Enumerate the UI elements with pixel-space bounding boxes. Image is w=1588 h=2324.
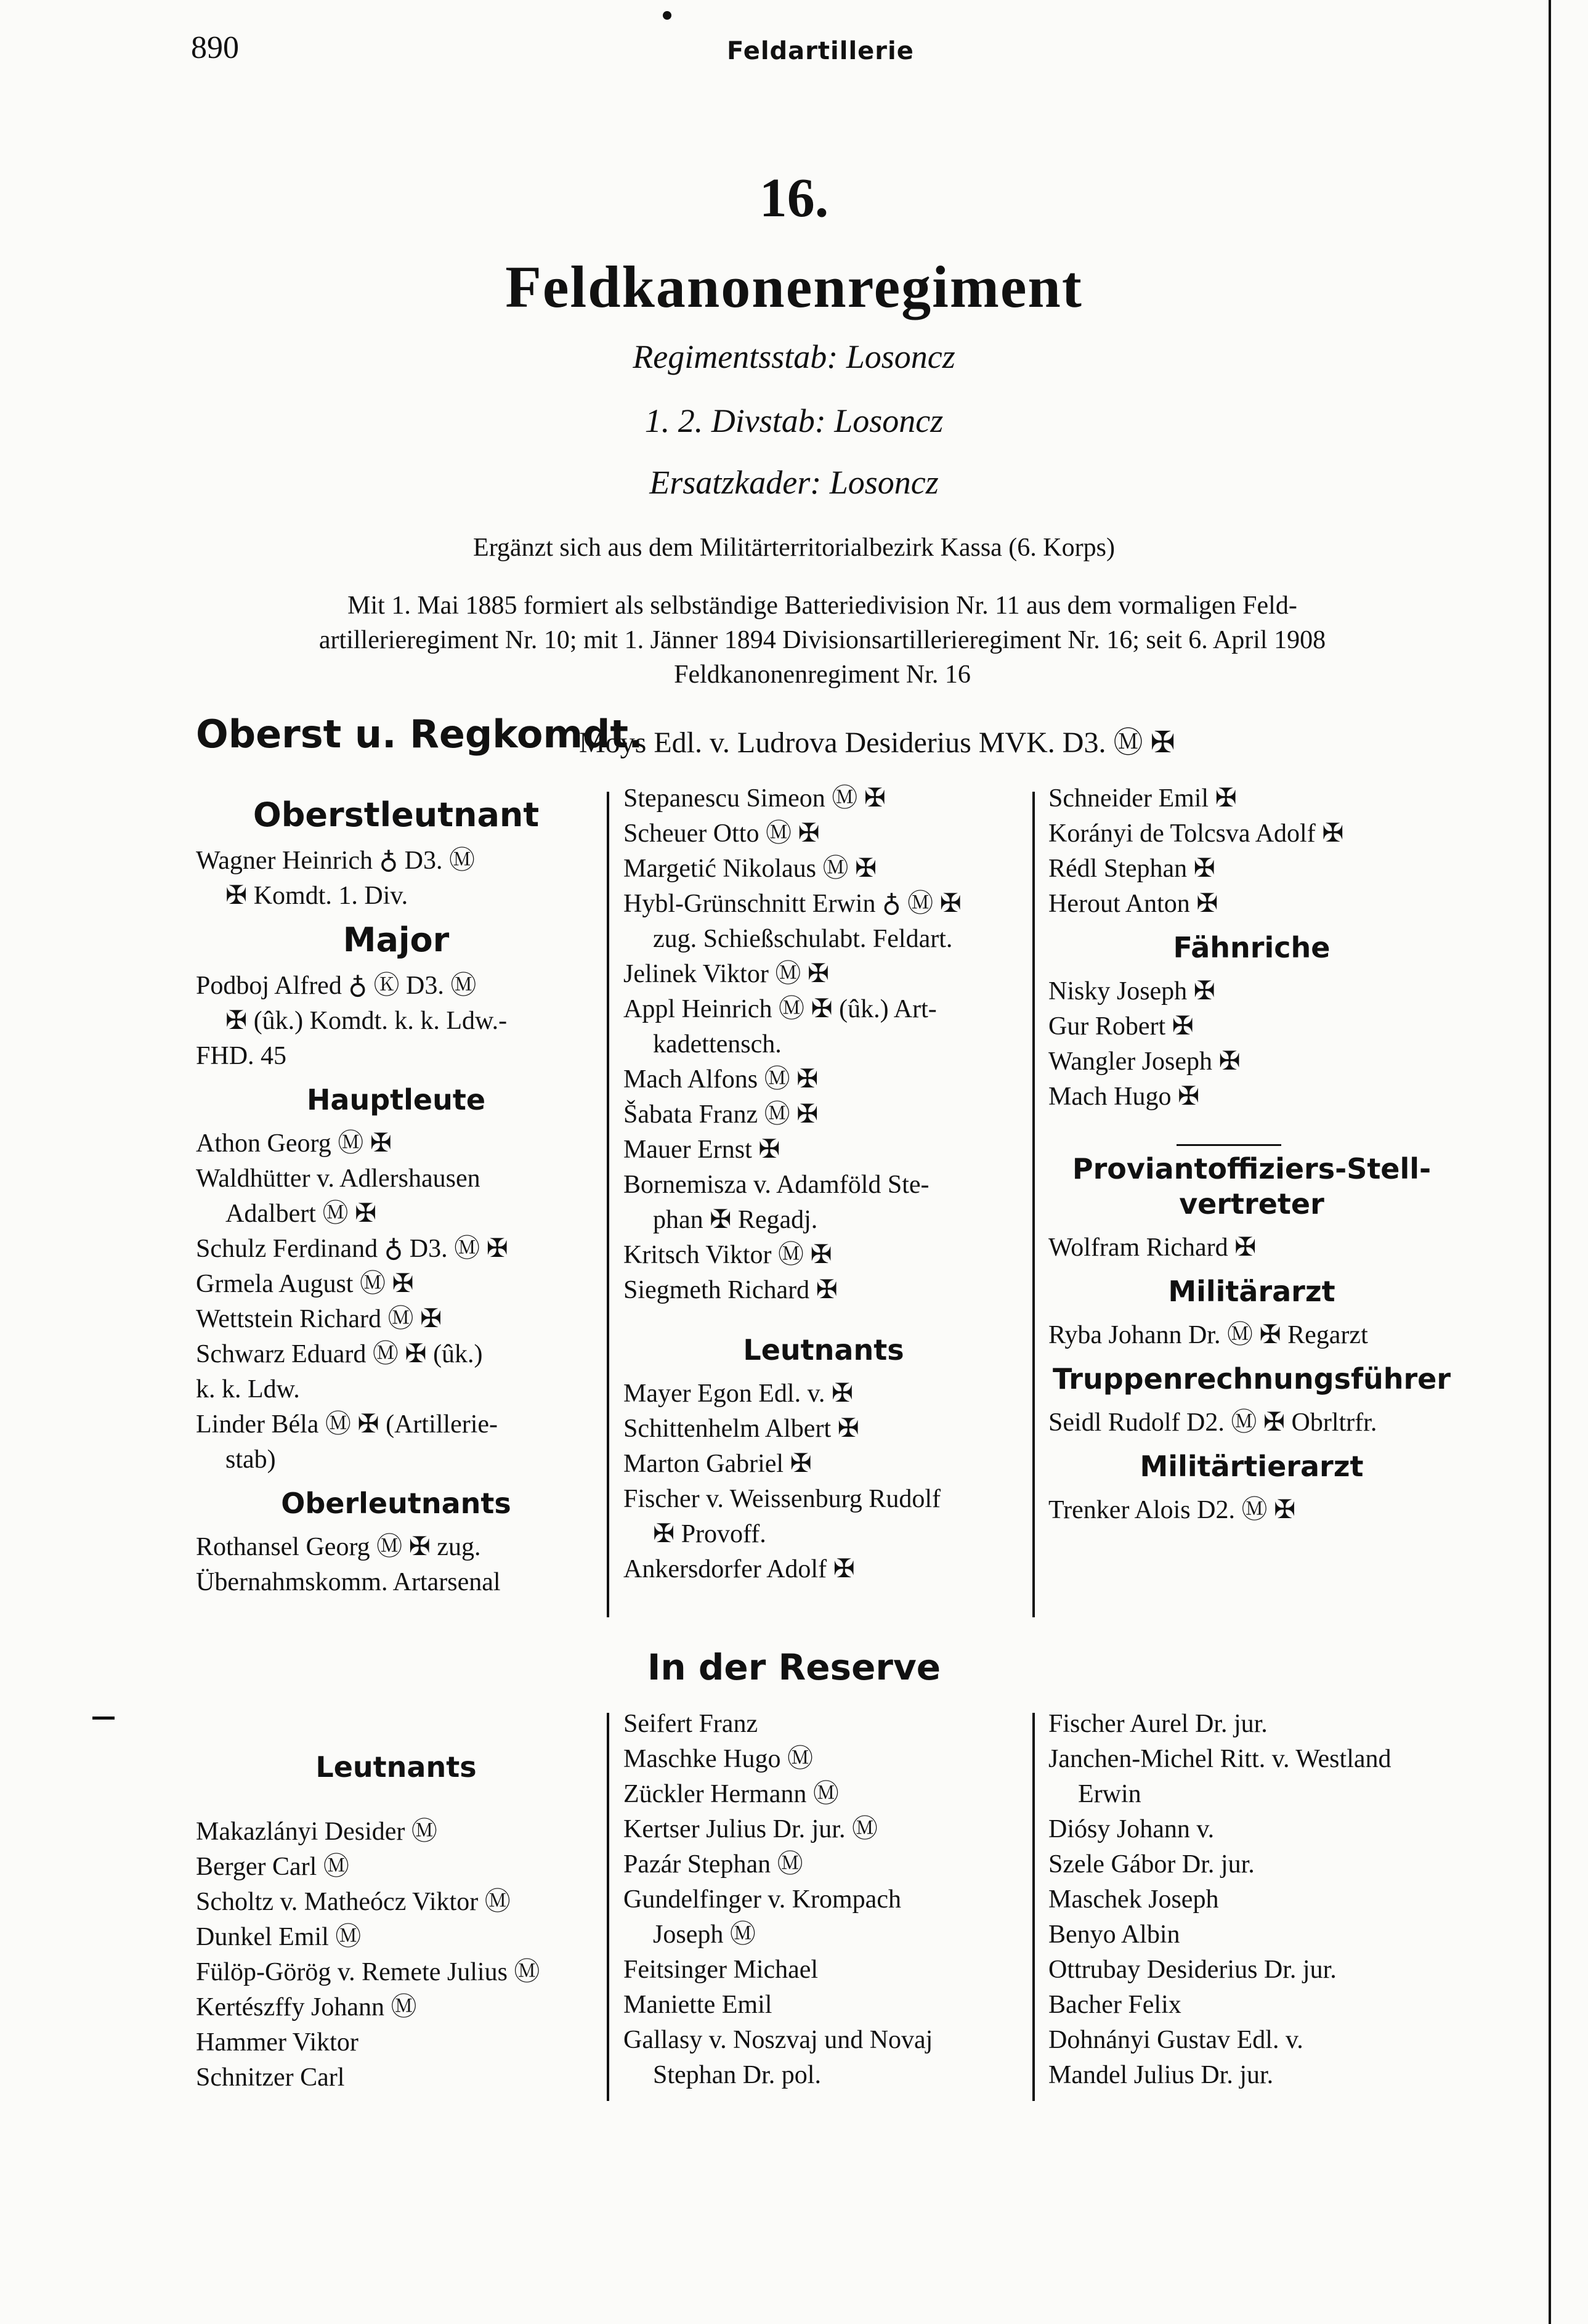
tierarzt-heading: Militärtierarzt <box>1140 1450 1364 1483</box>
list-item: Schwarz Eduard Ⓜ ✠ (ûk.) <box>196 1340 483 1368</box>
list-item: k. k. Ldw. <box>196 1375 300 1404</box>
list-item: Dohnányi Gustav Edl. v. <box>1048 2026 1303 2054</box>
list-item: Maniette Emil <box>623 1991 772 2019</box>
list-item: Mayer Egon Edl. v. ✠ <box>623 1379 854 1408</box>
list-item: ✠ (ûk.) Komdt. k. k. Ldw.- <box>225 1007 508 1035</box>
list-item: Trenker Alois D2. Ⓜ ✠ <box>1048 1496 1296 1524</box>
list-item: Hammer Viktor <box>196 2028 359 2057</box>
list-item: Zückler Hermann Ⓜ <box>623 1780 839 1808</box>
list-item: ✠ Provoff. <box>653 1520 766 1548</box>
list-item: Podboj Alfred ♁ Ⓚ D3. Ⓜ <box>196 972 477 1000</box>
list-item: ✠ Komdt. 1. Div. <box>225 882 408 910</box>
list-item: Siegmeth Richard ✠ <box>623 1276 838 1304</box>
list-item: Seidl Rudolf D2. Ⓜ ✠ Obrltrfr. <box>1048 1408 1377 1437</box>
list-item: Margetić Nikolaus Ⓜ ✠ <box>623 855 877 883</box>
list-item: Linder Béla Ⓜ ✠ (Artillerie- <box>196 1410 498 1439</box>
margin-dash <box>92 1717 115 1720</box>
oberstleutnant-heading: Oberstleutnant <box>253 795 540 834</box>
commander-name: Moys Edl. v. Ludrova Desiderius MVK. D3. Ⓜ ✠ <box>579 726 1175 759</box>
regiment-history <box>197 588 1448 692</box>
list-item: Scholtz v. Matheócz Viktor Ⓜ <box>196 1888 511 1916</box>
list-item: Maschek Joseph <box>1048 1885 1219 1914</box>
reserve-column-1 <box>196 1737 596 2095</box>
list-item: Jelinek Viktor Ⓜ ✠ <box>623 960 830 988</box>
list-item: Kertészffy Johann Ⓜ <box>196 1993 417 2021</box>
list-item: Schnitzer Carl <box>196 2063 345 2092</box>
list-item: Schulz Ferdinand ♁ D3. Ⓜ ✠ <box>196 1235 508 1263</box>
oberleutnants-heading: Oberleutnants <box>281 1487 511 1520</box>
list-item: Fischer Aurel Dr. jur. <box>1048 1710 1268 1738</box>
list-item: Maschke Hugo Ⓜ <box>623 1745 813 1773</box>
list-item: Fischer v. Weissenburg Rudolf <box>623 1485 941 1513</box>
truppen-heading: Truppenrechnungsführer <box>1052 1362 1451 1396</box>
list-item: Nisky Joseph ✠ <box>1048 977 1215 1006</box>
list-item: Gallasy v. Noszvaj und Novaj <box>623 2026 933 2054</box>
regiment-stab: Regimentsstab: Losoncz <box>633 338 955 375</box>
list-item: Benyo Albin <box>1048 1920 1180 1949</box>
proviant-heading-2: vertreter <box>1179 1187 1324 1221</box>
list-item: FHD. 45 <box>196 1042 287 1070</box>
list-item: Bacher Felix <box>1048 1991 1181 2019</box>
ersatz-kader: Ersatzkader: Losoncz <box>649 464 939 501</box>
running-title: Feldartillerie <box>727 37 914 65</box>
list-item: Janchen-Michel Ritt. v. Westland <box>1048 1745 1392 1773</box>
list-item: Hybl-Grünschnitt Erwin ♁ Ⓜ ✠ <box>623 890 962 918</box>
list-item: Stephan Dr. pol. <box>653 2061 821 2089</box>
history-line-2: artillerieregiment Nr. 10; mit 1. Jänner 1894 Divisionsartillerieregiment Nr. 16; seit 6. April 1908 <box>318 626 1326 654</box>
list-item: Schneider Emil ✠ <box>1048 784 1237 813</box>
hauptleute-heading: Hauptleute <box>306 1083 486 1116</box>
proviant-heading-1: Proviantoffiziers-Stell- <box>1072 1152 1432 1185</box>
list-item: Dunkel Emil Ⓜ <box>196 1923 362 1951</box>
list-item: Stepanescu Simeon Ⓜ ✠ <box>623 784 886 813</box>
list-item: Adalbert Ⓜ ✠ <box>225 1200 377 1228</box>
column-3 <box>1048 781 1455 1528</box>
reserve-heading: In der Reserve <box>647 1646 941 1688</box>
list-item: Bornemisza v. Adamföld Ste- <box>623 1171 930 1199</box>
regiment-name: Feldkanonenregiment <box>505 254 1083 320</box>
list-item: Mach Alfons Ⓜ ✠ <box>623 1065 819 1094</box>
list-item: Mach Hugo ✠ <box>1048 1083 1200 1111</box>
page-number: 890 <box>191 30 239 65</box>
list-item: Wagner Heinrich ♁ D3. Ⓜ <box>196 847 476 875</box>
list-item: Athon Georg Ⓜ ✠ <box>196 1129 392 1158</box>
list-item: Pazár Stephan Ⓜ <box>623 1850 803 1879</box>
list-item: Übernahmskomm. Artarsenal <box>196 1568 501 1596</box>
list-item: Ankersdorfer Adolf ✠ <box>623 1555 855 1583</box>
list-item: Schittenhelm Albert ✠ <box>623 1415 859 1443</box>
list-item: Fülöp-Görög v. Remete Julius Ⓜ <box>196 1958 540 1986</box>
list-item: Wolfram Richard ✠ <box>1048 1233 1257 1262</box>
reserve-leutnants-heading: Leutnants <box>315 1750 477 1784</box>
list-item: Šabata Franz Ⓜ ✠ <box>623 1100 819 1129</box>
list-item: Wangler Joseph ✠ <box>1048 1047 1241 1076</box>
list-item: Grmela August Ⓜ ✠ <box>196 1270 414 1298</box>
list-item: Makazlányi Desider Ⓜ <box>196 1818 437 1846</box>
division-stab: 1. 2. Divstab: Losoncz <box>644 402 944 439</box>
list-item: Wettstein Richard Ⓜ ✠ <box>196 1305 442 1333</box>
list-item: Feitsinger Michael <box>623 1956 819 1984</box>
commander-rank: Oberst u. Regkomdt. <box>196 712 643 757</box>
list-item: stab) <box>225 1445 276 1474</box>
list-item: Gur Robert ✠ <box>1048 1012 1194 1041</box>
list-item: zug. Schießschulabt. Feldart. <box>653 925 953 953</box>
column-divider-2 <box>1032 792 1035 1617</box>
list-item: Seifert Franz <box>623 1710 758 1738</box>
leutnants-heading: Leutnants <box>743 1333 904 1367</box>
column-1 <box>196 789 596 1600</box>
list-item: kadettensch. <box>653 1030 782 1058</box>
list-item: Berger Carl Ⓜ <box>196 1853 349 1881</box>
column-divider-1 <box>607 792 609 1617</box>
regiment-number: 16. <box>759 168 829 229</box>
reserve-divider-2 <box>1032 1713 1035 2101</box>
reserve-column-2 <box>623 1707 1024 2093</box>
reserve-column-3 <box>1048 1707 1455 2093</box>
list-item: Rothansel Georg Ⓜ ✠ zug. <box>196 1533 481 1561</box>
list-item: Marton Gabriel ✠ <box>623 1450 812 1478</box>
list-item: Korányi de Tolcsva Adolf ✠ <box>1048 819 1344 848</box>
list-item: phan ✠ Regadj. <box>653 1206 818 1234</box>
list-item: Mandel Julius Dr. jur. <box>1048 2061 1274 2089</box>
faehnriche-heading: Fähnriche <box>1173 931 1331 964</box>
list-item: Scheuer Otto Ⓜ ✠ <box>623 819 820 848</box>
list-item: Herout Anton ✠ <box>1048 890 1218 918</box>
list-item: Kertser Julius Dr. jur. Ⓜ <box>623 1815 878 1843</box>
list-item: Erwin <box>1078 1780 1141 1808</box>
list-item: Rédl Stephan ✠ <box>1048 855 1215 883</box>
list-item: Ottrubay Desiderius Dr. jur. <box>1048 1956 1337 1984</box>
history-line-3: Feldkanonenregiment Nr. 16 <box>674 660 971 689</box>
history-line-1: Mit 1. Mai 1885 formiert als selbständige Batteriedivision Nr. 11 aus dem vormaligen Feld- <box>347 591 1297 620</box>
list-item: Joseph Ⓜ <box>653 1920 756 1949</box>
recruitment-district: Ergänzt sich aus dem Militärterritorialbezirk Kassa (6. Korps) <box>473 534 1115 562</box>
header-dot <box>663 11 671 20</box>
list-item: Diósy Johann v. <box>1048 1815 1215 1843</box>
list-item: Szele Gábor Dr. jur. <box>1048 1850 1255 1879</box>
list-item: Mauer Ernst ✠ <box>623 1136 780 1164</box>
list-item: Gundelfinger v. Krompach <box>623 1885 901 1914</box>
major-heading: Major <box>342 920 450 959</box>
list-item: Ryba Johann Dr. Ⓜ ✠ Regarzt <box>1048 1321 1368 1349</box>
list-item: Waldhütter v. Adlershausen <box>196 1164 480 1193</box>
list-item: Kritsch Viktor Ⓜ ✠ <box>623 1241 832 1269</box>
column-2 <box>623 781 1024 1587</box>
reserve-divider-1 <box>607 1713 609 2101</box>
arzt-heading: Militärarzt <box>1168 1275 1335 1308</box>
list-item: Appl Heinrich Ⓜ ✠ (ûk.) Art- <box>623 995 937 1023</box>
